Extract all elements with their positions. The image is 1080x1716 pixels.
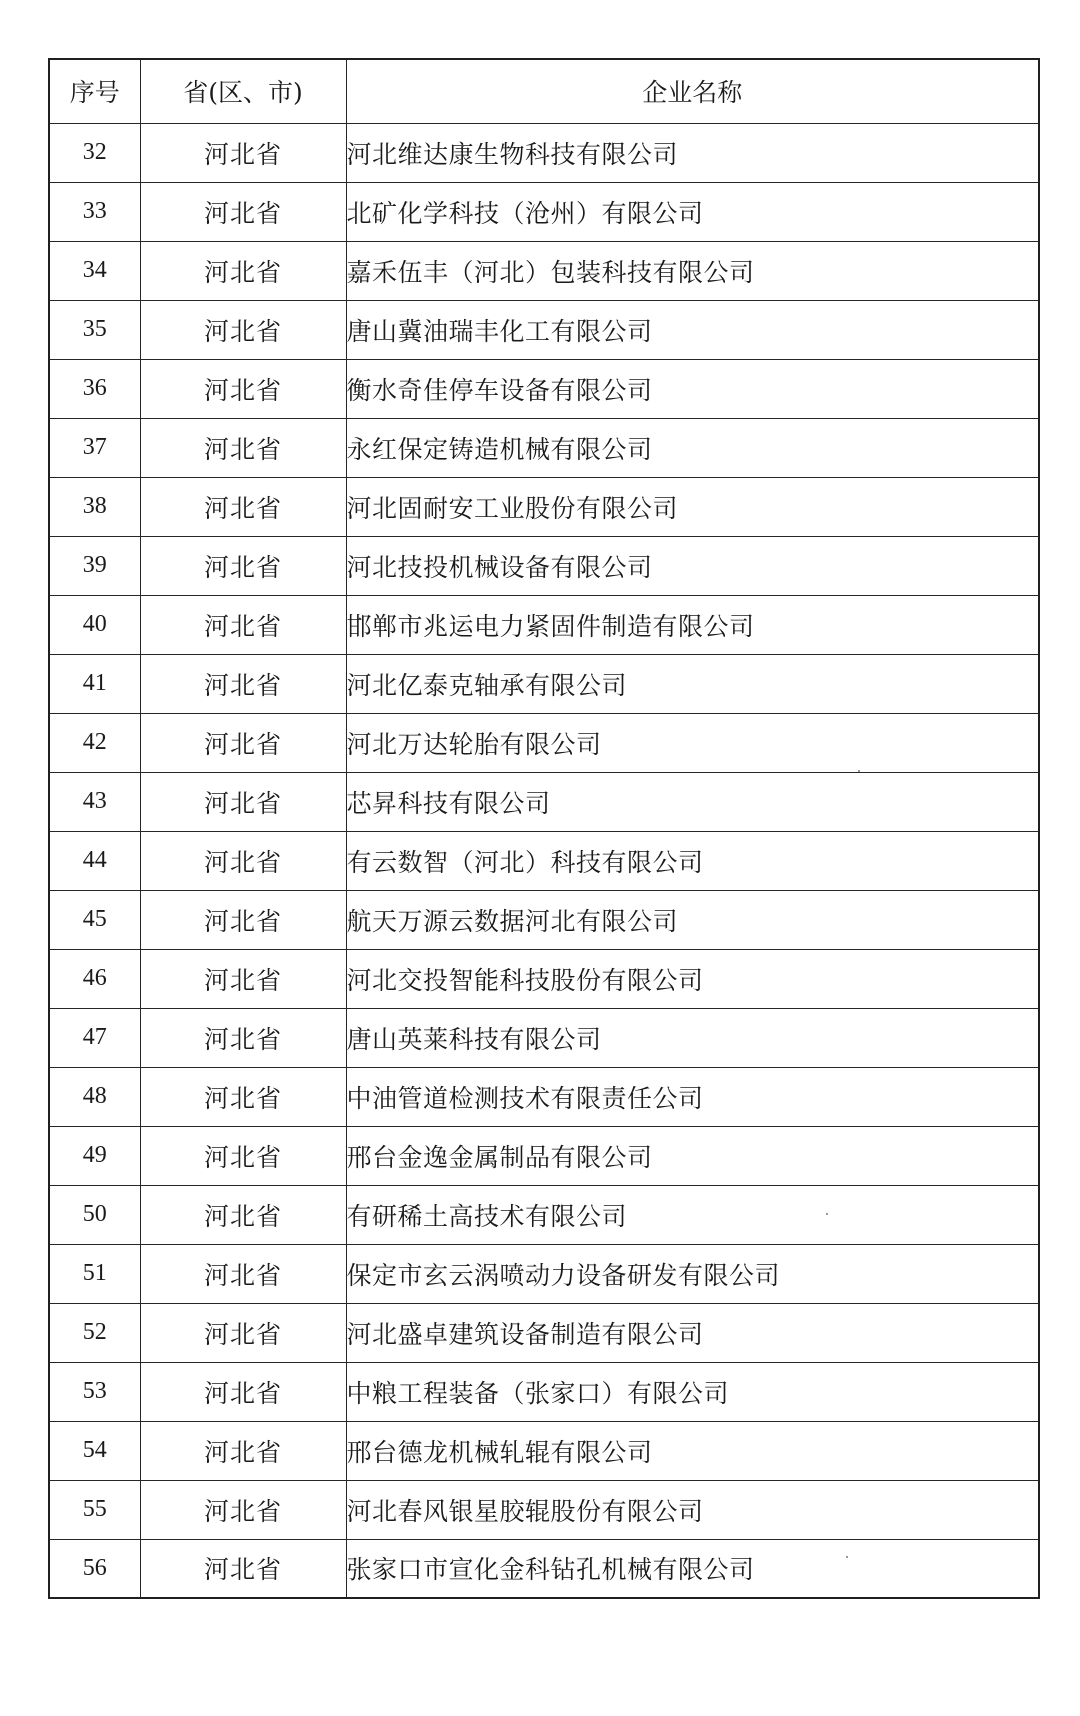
company-name-cell: 邢台金逸金属制品有限公司 [346, 1126, 1039, 1185]
seq-cell: 38 [49, 477, 140, 536]
table-row [49, 1185, 1039, 1244]
province-cell: 河北省 [140, 1421, 346, 1480]
scan-speck [858, 770, 860, 772]
header-seq: 序号 [49, 59, 140, 123]
table-row [49, 359, 1039, 418]
seq-cell: 52 [49, 1303, 140, 1362]
company-name-cell: 永红保定铸造机械有限公司 [346, 418, 1039, 477]
seq-cell: 36 [49, 359, 140, 418]
company-name-cell: 河北技投机械设备有限公司 [346, 536, 1039, 595]
company-name-cell: 唐山冀油瑞丰化工有限公司 [346, 300, 1039, 359]
company-name-cell: 芯昇科技有限公司 [346, 772, 1039, 831]
table-row [49, 241, 1039, 300]
province-cell: 河北省 [140, 1185, 346, 1244]
seq-cell: 42 [49, 713, 140, 772]
seq-cell: 55 [49, 1480, 140, 1539]
scan-speck [826, 1213, 828, 1215]
seq-cell: 56 [49, 1539, 140, 1598]
seq-cell: 51 [49, 1244, 140, 1303]
table-body [49, 123, 1039, 1598]
seq-cell: 47 [49, 1008, 140, 1067]
company-name-cell: 邯郸市兆运电力紧固件制造有限公司 [346, 595, 1039, 654]
company-name-cell: 衡水奇佳停车设备有限公司 [346, 359, 1039, 418]
table-row [49, 1303, 1039, 1362]
seq-cell: 39 [49, 536, 140, 595]
company-name-cell: 河北交投智能科技股份有限公司 [346, 949, 1039, 1008]
seq-cell: 49 [49, 1126, 140, 1185]
scan-speck [846, 1556, 848, 1558]
province-cell: 河北省 [140, 359, 346, 418]
table-row [49, 1126, 1039, 1185]
province-cell: 河北省 [140, 418, 346, 477]
table-row [49, 772, 1039, 831]
seq-cell: 53 [49, 1362, 140, 1421]
province-cell: 河北省 [140, 477, 346, 536]
seq-cell: 33 [49, 182, 140, 241]
company-name-cell: 河北亿泰克轴承有限公司 [346, 654, 1039, 713]
province-cell: 河北省 [140, 1362, 346, 1421]
company-list-table [48, 58, 1040, 1599]
seq-cell: 54 [49, 1421, 140, 1480]
province-cell: 河北省 [140, 1008, 346, 1067]
table-row [49, 418, 1039, 477]
table-header [49, 59, 1039, 123]
table-row [49, 654, 1039, 713]
table-row [49, 300, 1039, 359]
company-name-cell: 北矿化学科技（沧州）有限公司 [346, 182, 1039, 241]
header-province: 省(区、市) [140, 59, 346, 123]
province-cell: 河北省 [140, 1480, 346, 1539]
province-cell: 河北省 [140, 241, 346, 300]
company-name-cell: 有云数智（河北）科技有限公司 [346, 831, 1039, 890]
table-row [49, 1067, 1039, 1126]
company-name-cell: 河北春风银星胶辊股份有限公司 [346, 1480, 1039, 1539]
province-cell: 河北省 [140, 1244, 346, 1303]
seq-cell: 32 [49, 123, 140, 182]
province-cell: 河北省 [140, 890, 346, 949]
company-name-cell: 河北盛卓建筑设备制造有限公司 [346, 1303, 1039, 1362]
province-cell: 河北省 [140, 1539, 346, 1598]
province-cell: 河北省 [140, 123, 346, 182]
table-row [49, 713, 1039, 772]
province-cell: 河北省 [140, 300, 346, 359]
company-name-cell: 有研稀土高技术有限公司 [346, 1185, 1039, 1244]
province-cell: 河北省 [140, 654, 346, 713]
province-cell: 河北省 [140, 1067, 346, 1126]
province-cell: 河北省 [140, 1303, 346, 1362]
company-name-cell: 嘉禾伍丰（河北）包装科技有限公司 [346, 241, 1039, 300]
seq-cell: 44 [49, 831, 140, 890]
province-cell: 河北省 [140, 182, 346, 241]
seq-cell: 50 [49, 1185, 140, 1244]
company-name-cell: 河北维达康生物科技有限公司 [346, 123, 1039, 182]
seq-cell: 37 [49, 418, 140, 477]
seq-cell: 34 [49, 241, 140, 300]
table-row [49, 123, 1039, 182]
table-row [49, 1362, 1039, 1421]
company-name-cell: 唐山英莱科技有限公司 [346, 1008, 1039, 1067]
table-row [49, 831, 1039, 890]
seq-cell: 35 [49, 300, 140, 359]
table-row [49, 1244, 1039, 1303]
province-cell: 河北省 [140, 1126, 346, 1185]
table-row [49, 477, 1039, 536]
province-cell: 河北省 [140, 772, 346, 831]
company-name-cell: 邢台德龙机械轧辊有限公司 [346, 1421, 1039, 1480]
seq-cell: 40 [49, 595, 140, 654]
seq-cell: 41 [49, 654, 140, 713]
company-name-cell: 张家口市宣化金科钻孔机械有限公司 [346, 1539, 1039, 1598]
company-name-cell: 航天万源云数据河北有限公司 [346, 890, 1039, 949]
seq-cell: 46 [49, 949, 140, 1008]
table-row [49, 1539, 1039, 1598]
province-cell: 河北省 [140, 713, 346, 772]
table-row [49, 595, 1039, 654]
company-name-cell: 保定市玄云涡喷动力设备研发有限公司 [346, 1244, 1039, 1303]
table-row [49, 890, 1039, 949]
seq-cell: 48 [49, 1067, 140, 1126]
company-name-cell: 河北万达轮胎有限公司 [346, 713, 1039, 772]
seq-cell: 45 [49, 890, 140, 949]
company-name-cell: 中粮工程装备（张家口）有限公司 [346, 1362, 1039, 1421]
province-cell: 河北省 [140, 949, 346, 1008]
table-row [49, 949, 1039, 1008]
company-name-cell: 河北固耐安工业股份有限公司 [346, 477, 1039, 536]
table-row [49, 1480, 1039, 1539]
company-name-cell: 中油管道检测技术有限责任公司 [346, 1067, 1039, 1126]
table-row [49, 182, 1039, 241]
table-row [49, 1008, 1039, 1067]
table-row [49, 1421, 1039, 1480]
province-cell: 河北省 [140, 595, 346, 654]
header-company: 企业名称 [346, 59, 1039, 123]
seq-cell: 43 [49, 772, 140, 831]
province-cell: 河北省 [140, 831, 346, 890]
header-row [49, 59, 1039, 123]
province-cell: 河北省 [140, 536, 346, 595]
table-row [49, 536, 1039, 595]
